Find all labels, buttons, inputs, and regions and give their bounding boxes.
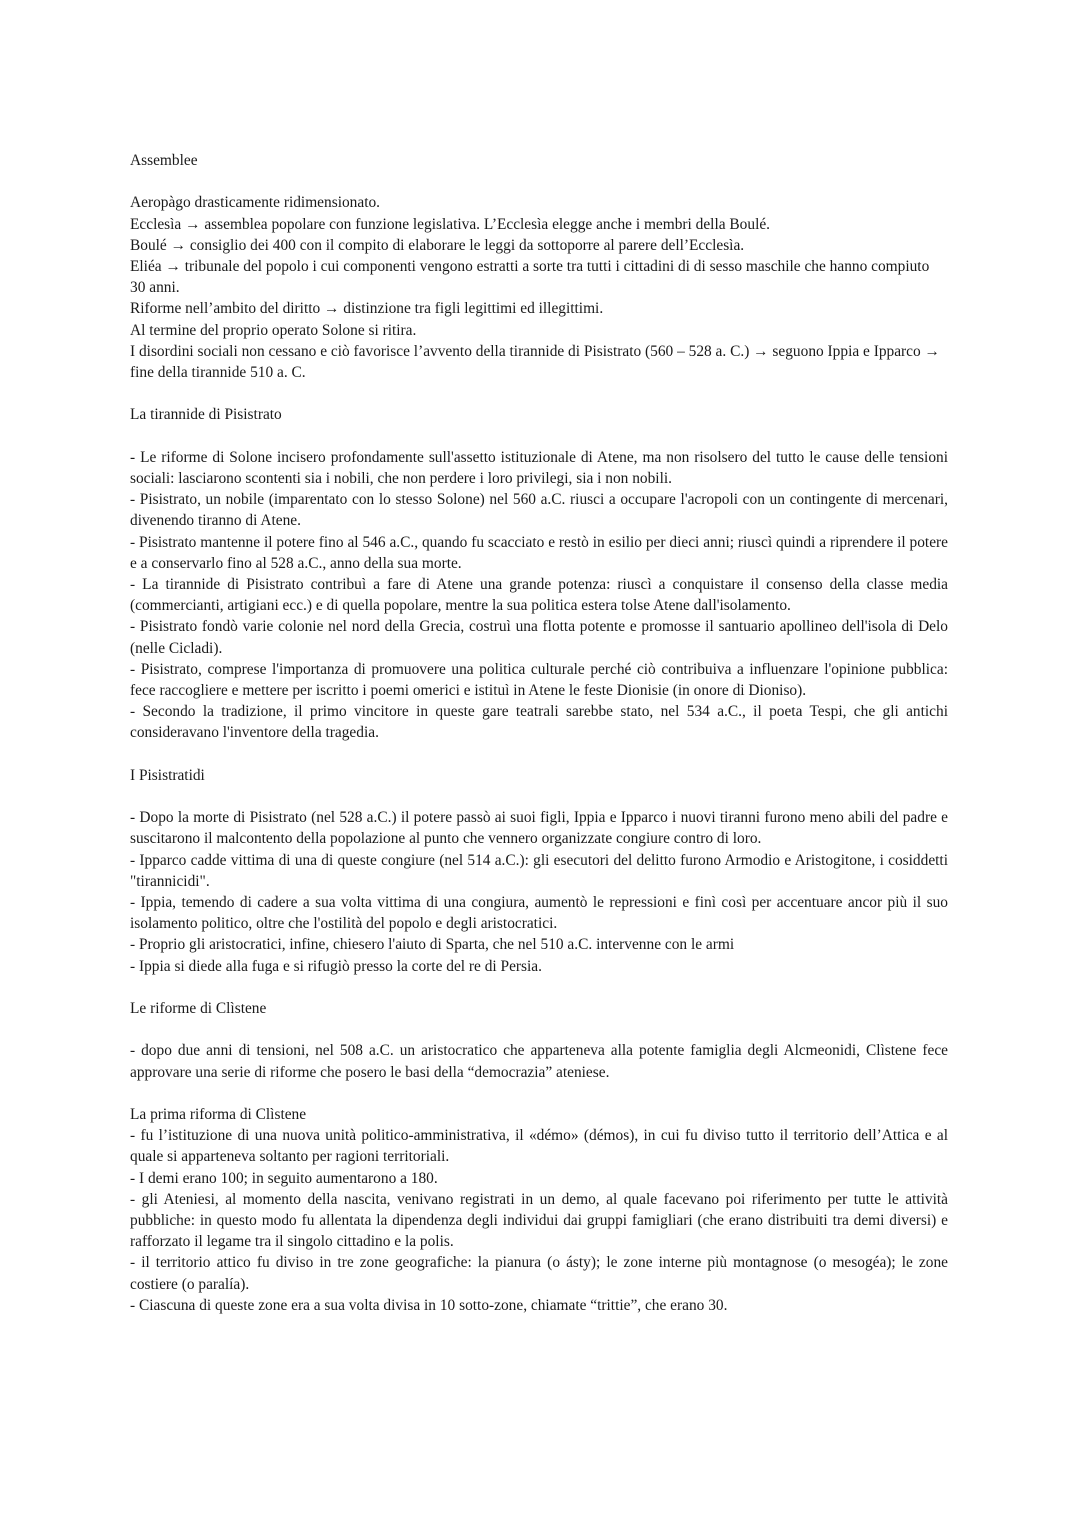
- paragraph: - Pisistrato, comprese l'importanza di promuovere una politica culturale perché ciò contribuiva a influenzare l'opinione pubblica: fece raccogliere e mettere per iscritto i poemi omerici e istituì in Atene le feste Dionisie (in onore di Dioniso).: [130, 660, 948, 700]
- paragraph: - gli Ateniesi, al momento della nascita, venivano registrati in un demo, al quale facevano poi riferimento per tutte le attività pubbliche: in questo modo fu allentata la dipendenza degli individui dai gruppi famigliari (che erano distribuiti tra demi diversi) e rafforzato il legame tra il singolo cittadino e la polis.: [130, 1190, 948, 1251]
- section-title-clistene: Le riforme di Clìstene: [130, 1000, 267, 1018]
- paragraph: Al termine del proprio operato Solone si ritira.: [130, 321, 417, 339]
- paragraph: Eliéa → tribunale del popolo i cui componenti vengono estratti a sorte tra tutti i cittadini di di sesso maschile che hanno compiuto 30 anni.: [130, 258, 930, 297]
- paragraph: - Ippia, temendo di cadere a sua volta vittima di una congiura, aumentò le repressioni e finì così per accentuare ancor più il suo isolamento politico, oltre che l'ostilità del popolo e degli aristocratici.: [130, 894, 948, 933]
- section-title-prima-riforma: La prima riforma di Clìstene: [130, 1106, 307, 1124]
- paragraph: Riforme nell’ambito del diritto → distinzione tra figli legittimi ed illegittimi.: [130, 300, 604, 318]
- paragraph: - Ciascuna di queste zone era a sua volta divisa in 10 sotto-zone, chiamate “trittie”, che erano 30.: [130, 1296, 728, 1314]
- document-page: [130, 150, 948, 1316]
- paragraph: - Proprio gli aristocratici, infine, chiesero l'aiuto di Sparta, che nel 510 a.C. intervenne con le armi: [130, 936, 735, 954]
- paragraph: - dopo due anni di tensioni, nel 508 a.C. un aristocratico che apparteneva alla potente famiglia degli Alcmeonidi, Clìstene fece approvare una serie di riforme che posero le basi della “democrazia” ateniese.: [130, 1042, 948, 1081]
- paragraph: - Dopo la morte di Pisistrato (nel 528 a.C.) il potere passò ai suoi figli, Ippia e Ipparco i nuovi tiranni furono meno abili del padre e suscitarono il malcontento della popolazione al punto che vennero organizzate congiure contro di loro.: [130, 809, 948, 848]
- section-title-tirannide: La tirannide di Pisistrato: [130, 406, 282, 424]
- paragraph: - Pisistrato, un nobile (imparentato con lo stesso Solone) nel 560 a.C. riusci a occupare l'acropoli con un contingente di mercenari, divenendo tiranno di Atene.: [130, 491, 948, 530]
- paragraph: - La tirannide di Pisistrato contribuì a fare di Atene una grande potenza: riuscì a conquistare il consenso della classe media (commercianti, artigiani ecc.) e di quella popolare, mentre la sua politica estera tolse Atene dall'isolamento.: [130, 576, 948, 615]
- paragraph: - fu l’istituzione di una nuova unità politico-amministrativa, il «démo» (démos), in cui fu diviso tutto il territorio dell’Attica e al quale si apparteneva soltanto per ragioni territoriali.: [130, 1127, 948, 1166]
- paragraph: - Ipparco cadde vittima di una di queste congiure (nel 514 a.C.): gli esecutori del delitto furono Armodio e Aristogitone, i cosiddetti "tirannicidi".: [130, 851, 948, 890]
- paragraph: I disordini sociali non cessano e ciò favorisce l’avvento della tirannide di Pisistrato (560 – 528 a. C.) → seguono Ippia e Ipparco → fine della tirannide 510 a. C.: [130, 342, 940, 382]
- section-title-pisistratidi: I Pisistratidi: [130, 766, 205, 784]
- paragraph: - Secondo la tradizione, il primo vincitore in queste gare teatrali sarebbe stato, nel 534 a.C., il poeta Tespi, che gli antichi consideravano l'inventore della tragedia.: [130, 703, 948, 742]
- paragraph: Boulé → consiglio dei 400 con il compito di elaborare le leggi da sottoporre al parere dell’Ecclesìa.: [130, 236, 745, 254]
- paragraph: Aeropàgo drasticamente ridimensionato.: [130, 194, 381, 212]
- paragraph: - Le riforme di Solone incisero profondamente sull'assetto istituzionale di Atene, ma non risolsero del tutto le cause delle tensioni sociali: lasciarono scontenti sia i nobili, che non perdere i loro privilegi, sia i non nobili.: [130, 448, 948, 487]
- paragraph: - Pisistrato fondò varie colonie nel nord della Grecia, costruì una flotta potente e promosse il santuario apollineo dell'isola di Delo (nelle Cicladi).: [130, 618, 948, 657]
- paragraph: - I demi erano 100; in seguito aumentarono a 180.: [130, 1169, 438, 1187]
- paragraph: - Ippia si diede alla fuga e si rifugiò presso la corte del re di Persia.: [130, 957, 542, 975]
- section-title-assemblee: Assemblee: [130, 152, 198, 169]
- paragraph: - il territorio attico fu diviso in tre zone geografiche: la pianura (o ásty); le zone interne più montagnose (o mesogéa); le zone costiere (o paralía).: [130, 1254, 948, 1293]
- paragraph: Ecclesìa → assemblea popolare con funzione legislativa. L’Ecclesìa elegge anche i membri della Boulé.: [130, 215, 771, 233]
- paragraph: - Pisistrato mantenne il potere fino al 546 a.C., quando fu scacciato e restò in esilio per dieci anni; riuscì quindi a riprendere il potere e a conservarlo fino al 528 a.C., anno della sua morte.: [130, 533, 948, 572]
